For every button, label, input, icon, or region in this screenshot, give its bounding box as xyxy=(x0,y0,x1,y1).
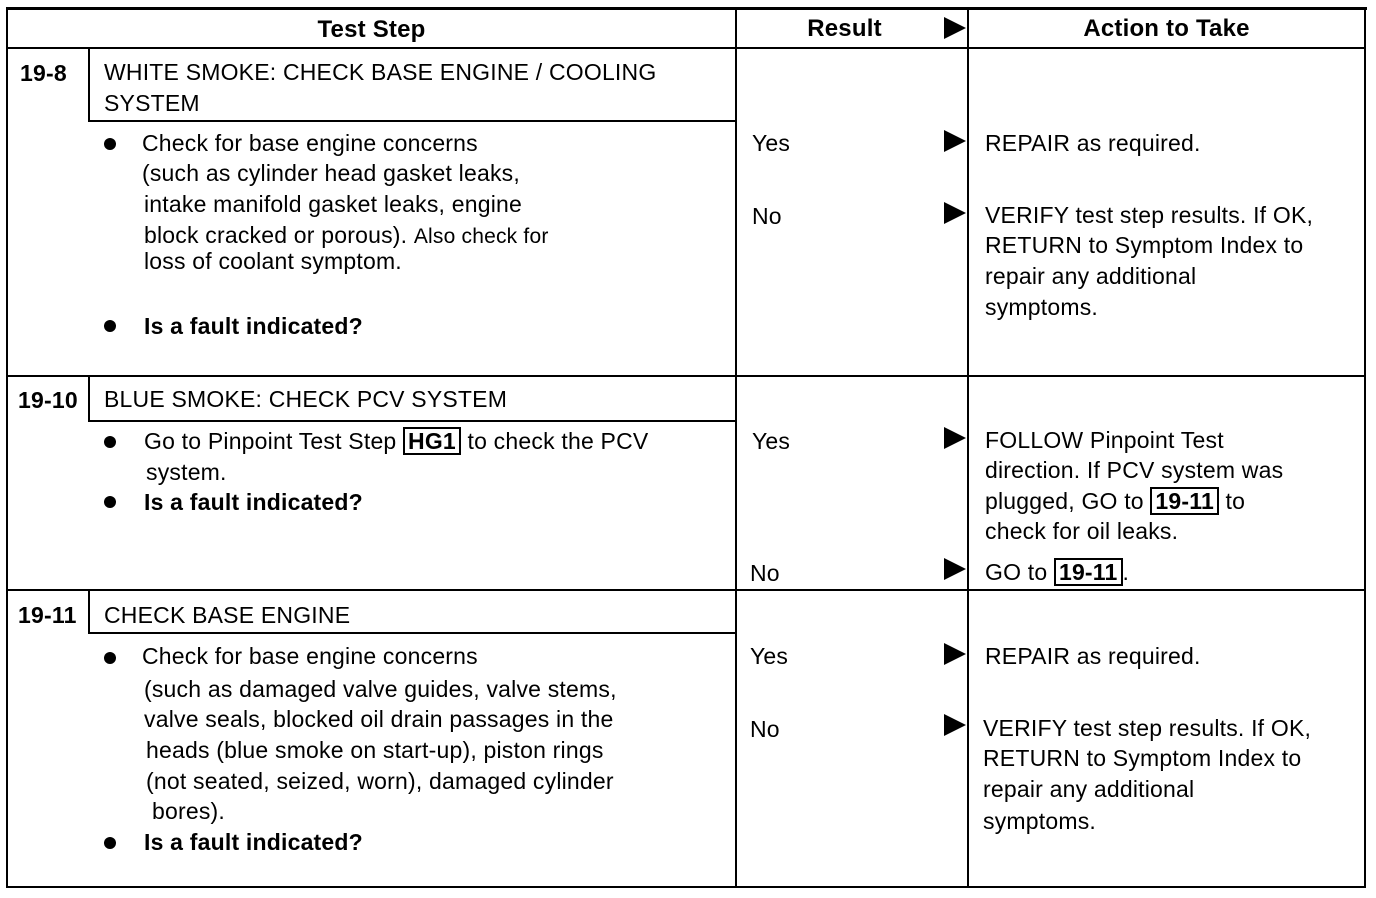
step-number-19-11: 19-11 xyxy=(18,602,77,628)
ref-box-19-11[interactable]: 19-11 xyxy=(1150,487,1219,515)
result-no: No xyxy=(750,716,780,742)
action-text: to xyxy=(1225,488,1246,514)
result-arrow-icon xyxy=(944,427,966,449)
row-divider-1 xyxy=(6,375,1366,377)
fault-question: Is a fault indicated? xyxy=(144,829,363,855)
step-title-line-2: SYSTEM xyxy=(104,90,200,116)
table-border-left xyxy=(6,7,8,888)
bullet-icon xyxy=(104,652,116,664)
instruction-line: loss of coolant symptom. xyxy=(144,248,402,274)
instruction-line: Check for base engine concerns xyxy=(142,130,478,156)
instruction-line: Check for base engine concerns xyxy=(142,643,478,669)
ref-box-hg1[interactable]: HG1 xyxy=(403,427,461,455)
step-number-19-10: 19-10 xyxy=(18,387,78,413)
header-divider xyxy=(6,47,1366,49)
table-border-bottom xyxy=(6,886,1364,888)
action-line: check for oil leaks. xyxy=(985,518,1179,544)
instruction-text: Go to Pinpoint Test Step xyxy=(144,428,397,454)
instruction-line: (not seated, seized, worn), damaged cylinder xyxy=(146,768,614,794)
instruction-line xyxy=(144,426,648,456)
instruction-line: heads (blue smoke on start-up), piston rings xyxy=(146,737,604,763)
header-arrow-icon xyxy=(944,17,966,39)
result-arrow-icon xyxy=(944,714,966,736)
number-cell-divider-2 xyxy=(88,376,90,422)
header-action: Action to Take xyxy=(1083,15,1250,42)
action-line: RETURN to Symptom Index to xyxy=(985,232,1304,258)
result-no: No xyxy=(750,560,780,586)
action-line: RETURN to Symptom Index to xyxy=(983,745,1302,771)
result-arrow-icon xyxy=(944,130,966,152)
action-line xyxy=(985,557,1129,587)
title-underline-3 xyxy=(88,632,736,634)
instruction-line: (such as cylinder head gasket leaks, xyxy=(142,160,520,186)
instruction-text: to check the PCV xyxy=(467,428,649,454)
column-divider-result xyxy=(735,7,737,888)
bullet-icon xyxy=(104,436,116,448)
fault-question: Is a fault indicated? xyxy=(144,313,363,339)
action-line: FOLLOW Pinpoint Test xyxy=(985,427,1224,453)
instruction-line: system. xyxy=(146,459,227,485)
instruction-line: intake manifold gasket leaks, engine xyxy=(144,191,522,217)
action-line xyxy=(985,486,1245,516)
number-cell-divider-3 xyxy=(88,590,90,634)
instruction-line: bores). xyxy=(152,798,225,824)
result-yes: Yes xyxy=(752,428,791,454)
action-line: VERIFY test step results. If OK, xyxy=(983,715,1312,741)
action-line: VERIFY test step results. If OK, xyxy=(985,202,1314,228)
action-line: symptoms. xyxy=(985,294,1098,320)
action-line: repair any additional xyxy=(985,263,1197,289)
instruction-line: (such as damaged valve guides, valve stems, xyxy=(144,676,617,702)
action-line: REPAIR as required. xyxy=(985,130,1201,156)
action-line: symptoms. xyxy=(983,808,1096,834)
table-border-right xyxy=(1364,7,1366,888)
header-test-step: Test Step xyxy=(317,16,426,43)
result-yes: Yes xyxy=(750,643,789,669)
instruction-text: block cracked or porous). xyxy=(144,222,408,248)
result-no: No xyxy=(752,203,782,229)
result-arrow-icon xyxy=(944,558,966,580)
row-divider-2 xyxy=(6,589,1366,591)
action-line: REPAIR as required. xyxy=(985,643,1201,669)
title-underline-2 xyxy=(88,420,736,422)
bullet-icon xyxy=(104,320,116,332)
result-arrow-icon xyxy=(944,202,966,224)
ref-box-19-11[interactable]: 19-11 xyxy=(1054,558,1123,586)
title-underline-1 xyxy=(88,120,736,122)
action-line: repair any additional xyxy=(983,776,1195,802)
fault-question: Is a fault indicated? xyxy=(144,489,363,515)
action-text: . xyxy=(1122,559,1130,585)
step-title-line-1: CHECK BASE ENGINE xyxy=(104,602,351,628)
action-text: GO to xyxy=(985,559,1048,585)
instruction-suffix: Also check for xyxy=(413,225,549,248)
table-border-top xyxy=(6,7,1367,10)
action-line: direction. If PCV system was xyxy=(985,457,1284,483)
bullet-icon xyxy=(104,837,116,849)
step-number-19-8: 19-8 xyxy=(20,60,67,86)
bullet-icon xyxy=(104,496,116,508)
step-title-line-1: WHITE SMOKE: CHECK BASE ENGINE / COOLING xyxy=(104,59,657,85)
column-divider-action xyxy=(967,7,969,888)
header-result: Result xyxy=(807,15,882,42)
result-yes: Yes xyxy=(752,130,791,156)
step-title-line-1: BLUE SMOKE: CHECK PCV SYSTEM xyxy=(104,386,508,412)
result-arrow-icon xyxy=(944,643,966,665)
action-text: plugged, GO to xyxy=(985,488,1144,514)
number-cell-divider-1 xyxy=(88,48,90,122)
bullet-icon xyxy=(104,138,116,150)
instruction-line: valve seals, blocked oil drain passages in the xyxy=(144,706,614,732)
